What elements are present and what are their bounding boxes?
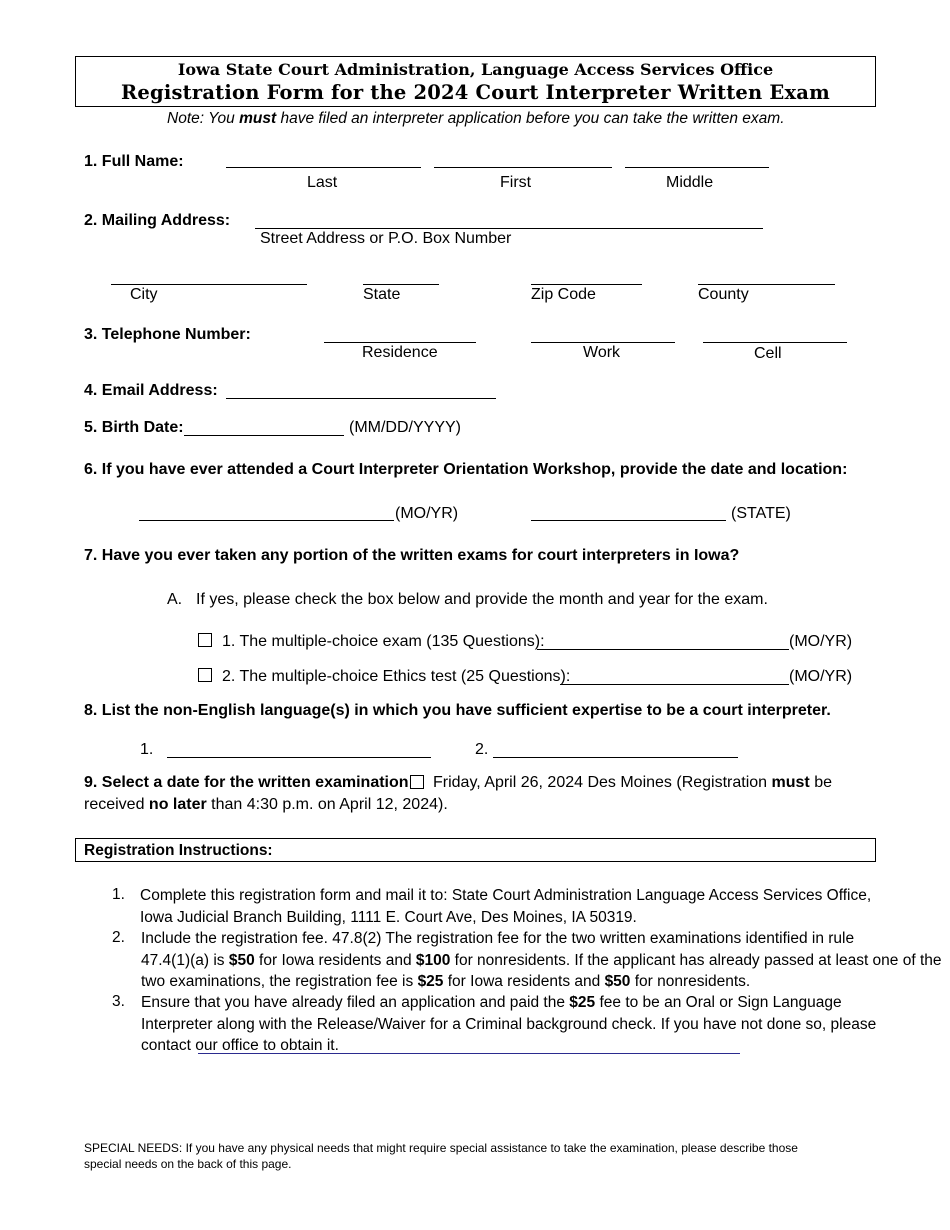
instruction-3: Ensure that you have already filed an application and paid the $25 fee to be an Oral or Sign Language Interpreter along with the Release/Waiver for a Criminal background check. If you have not done so, please contact our office to obtain it. [141, 994, 877, 1054]
language-1-number: 1. [140, 741, 154, 758]
first-name-field[interactable] [434, 167, 612, 168]
city-caption: City [130, 286, 158, 303]
exam-135-format: (MO/YR) [789, 633, 853, 650]
email-field[interactable] [226, 398, 496, 399]
ethics-date-field[interactable] [560, 684, 789, 685]
county-caption: County [698, 286, 749, 303]
cell-phone-field[interactable] [703, 342, 847, 343]
q2-label: 2. Mailing Address: [84, 212, 231, 229]
work-caption: Work [583, 344, 621, 361]
residence-phone-field[interactable] [324, 342, 476, 343]
q5-label: 5. Birth Date: [84, 419, 184, 436]
instruction-2: Include the registration fee. 47.8(2) The registration fee for the two written examinations identified in rule 47.4(1)(a) is $50 for Iowa residents and $100 for nonresidents. If the applicant has already passed at least one of the two examinations, the registration fee is $25 for Iowa residents and $50 for nonresidents. [141, 930, 942, 990]
middle-caption: Middle [666, 174, 714, 191]
state-field[interactable] [363, 284, 439, 285]
q7-a-marker: A. [167, 591, 183, 608]
zip-caption: Zip Code [531, 286, 596, 303]
instruction-3-number: 3. [112, 993, 125, 1010]
workshop-state-caption: (STATE) [731, 505, 791, 522]
exam-date-checkbox[interactable] [410, 775, 424, 789]
q1-label: 1. Full Name: [84, 153, 184, 170]
q7-label: 7. Have you ever taken any portion of the written exams for court interpreters in Iowa? [84, 547, 740, 564]
exam-135-label: 1. The multiple-choice exam (135 Questions): [222, 633, 545, 650]
q7-a-text: If yes, please check the box below and provide the month and year for the exam. [196, 591, 768, 608]
zip-field[interactable] [531, 284, 642, 285]
form-title: Registration Form for the 2024 Court Interpreter Written Exam [121, 81, 830, 104]
residence-caption: Residence [362, 344, 438, 361]
middle-name-field[interactable] [625, 167, 769, 168]
ethics-format: (MO/YR) [789, 668, 853, 685]
state-caption: State [363, 286, 401, 303]
ethics-checkbox[interactable] [198, 668, 212, 682]
instruction-1-number: 1. [112, 886, 125, 903]
q3-label: 3. Telephone Number: [84, 326, 251, 343]
street-caption: Street Address or P.O. Box Number [260, 230, 512, 247]
contact-link-underline [198, 1053, 740, 1054]
city-field[interactable] [111, 284, 307, 285]
exam-135-checkbox[interactable] [198, 633, 212, 647]
q4-label: 4. Email Address: [84, 382, 218, 399]
birth-date-format: (MM/DD/YYYY) [349, 419, 461, 436]
work-phone-field[interactable] [531, 342, 675, 343]
workshop-date-field[interactable] [139, 520, 394, 521]
first-caption: First [500, 174, 532, 191]
workshop-state-field[interactable] [531, 520, 726, 521]
cell-caption: Cell [754, 345, 782, 362]
county-field[interactable] [698, 284, 835, 285]
q6-label: 6. If you have ever attended a Court Interpreter Orientation Workshop, provide the date and location: [84, 461, 848, 478]
language-1-field[interactable] [167, 757, 431, 758]
street-field[interactable] [255, 228, 763, 229]
q8-label: 8. List the non-English language(s) in which you have sufficient expertise to be a court interpreter. [84, 702, 831, 719]
q9-line-1: 9. Select a date for the written examination [84, 774, 409, 791]
title-box [75, 56, 876, 107]
instructions-heading-box [75, 838, 876, 862]
q9-date-text: Friday, April 26, 2024 Des Moines (Registration must be [433, 774, 833, 791]
instruction-1: Complete this registration form and mail it to: State Court Administration Language Access Services Office, Iowa Judicial Branch Building, 1111 E. Court Ave, Des Moines, IA 50319. [140, 887, 872, 926]
exam-135-date-field[interactable] [537, 649, 789, 650]
note: Note: You must have filed an interpreter application before you can take the written exam. [167, 110, 785, 127]
last-name-field[interactable] [226, 167, 421, 168]
q9-deadline: received no later than 4:30 p.m. on April 12, 2024). [84, 796, 448, 813]
instructions-heading: Registration Instructions: [84, 842, 273, 859]
language-2-number: 2. [475, 741, 489, 758]
last-caption: Last [307, 174, 338, 191]
birth-date-field[interactable] [184, 435, 344, 436]
workshop-date-format: (MO/YR) [395, 505, 459, 522]
ethics-label: 2. The multiple-choice Ethics test (25 Questions): [222, 668, 571, 685]
language-2-field[interactable] [493, 757, 738, 758]
special-needs: SPECIAL NEEDS: If you have any physical needs that might require special assistance to take the examination, please describe those special needs on the back of this page. [84, 1141, 798, 1171]
instruction-2-number: 2. [112, 929, 125, 946]
office-name: Iowa State Court Administration, Language Access Services Office [177, 60, 774, 79]
